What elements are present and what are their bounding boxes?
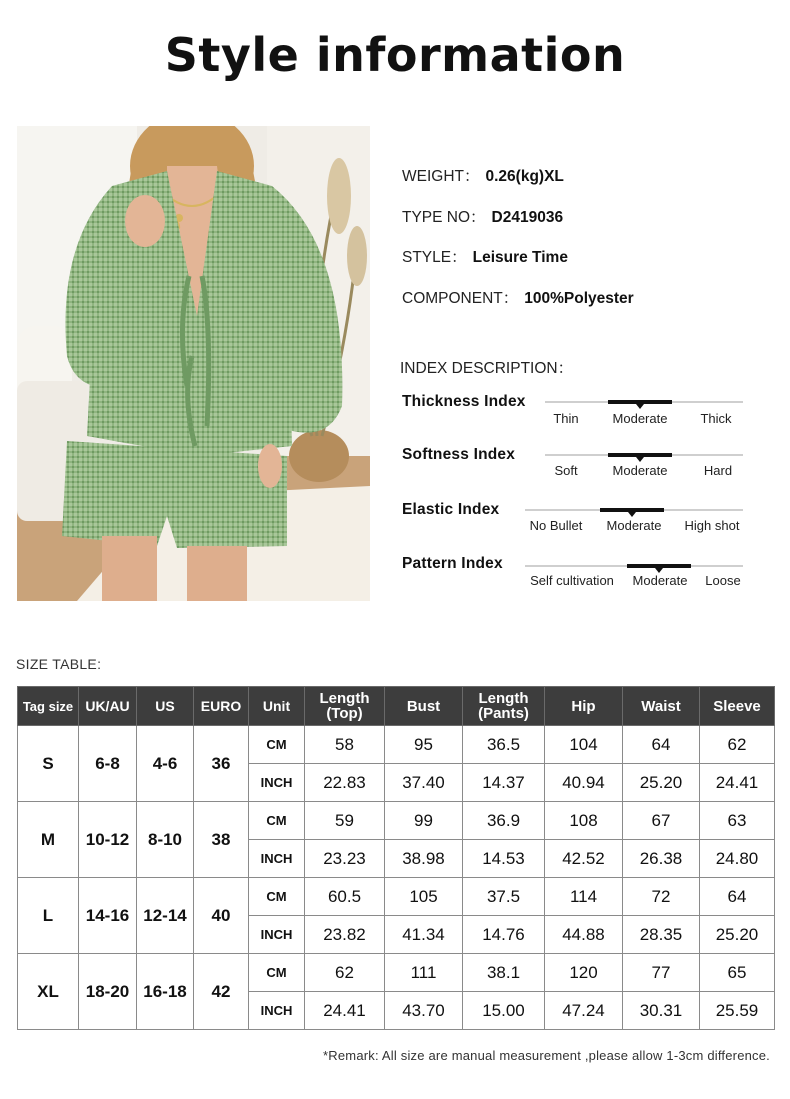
euro-cell: 42: [194, 954, 249, 1030]
weight-row: [402, 164, 564, 186]
type-value: D2419036: [491, 209, 564, 226]
weight-value: 0.26(kg)XL: [485, 168, 564, 185]
measurement-cell: 99: [385, 802, 463, 840]
measurement-cell: 26.38: [623, 840, 700, 878]
measurement-cell: 47.24: [545, 992, 623, 1030]
measurement-cell: 42.52: [545, 840, 623, 878]
header-uk-au: UK/AU: [79, 687, 137, 726]
uk-au-cell: 14-16: [79, 878, 137, 954]
component-label: COMPONENT：: [402, 290, 519, 307]
pattern-level-mid: Moderate: [632, 573, 688, 588]
page-title: Style information: [164, 28, 626, 82]
us-cell: 16-18: [137, 954, 194, 1030]
measurement-cell: 28.35: [623, 916, 700, 954]
weight-label: WEIGHT：: [402, 168, 480, 185]
uk-au-cell: 6-8: [79, 726, 137, 802]
measurement-cell: 62: [700, 726, 775, 764]
measurement-cell: 64: [623, 726, 700, 764]
measurement-cell: 24.41: [305, 992, 385, 1030]
measurement-cell: 24.41: [700, 764, 775, 802]
header-waist: Waist: [623, 687, 700, 726]
elastic-level-mid: Moderate: [606, 518, 662, 533]
measurement-cell: 62: [305, 954, 385, 992]
euro-cell: 40: [194, 878, 249, 954]
thickness-level-low: Thin: [553, 411, 579, 426]
measurement-cell: 77: [623, 954, 700, 992]
us-cell: 8-10: [137, 802, 194, 878]
softness-pointer-icon: [636, 457, 644, 462]
measurement-cell: 63: [700, 802, 775, 840]
measurement-cell: 120: [545, 954, 623, 992]
measurement-cell: 59: [305, 802, 385, 840]
measurement-cell: 23.82: [305, 916, 385, 954]
uk-au-cell: 10-12: [79, 802, 137, 878]
header-us: US: [137, 687, 194, 726]
measurement-cell: 37.40: [385, 764, 463, 802]
measurement-cell: 58: [305, 726, 385, 764]
measurement-cell: 36.5: [463, 726, 545, 764]
unit-cell: INCH: [249, 916, 305, 954]
measurement-cell: 24.80: [700, 840, 775, 878]
header-sleeve: Sleeve: [700, 687, 775, 726]
unit-cell: CM: [249, 878, 305, 916]
type-label: TYPE NO：: [402, 209, 486, 226]
us-cell: 12-14: [137, 878, 194, 954]
tag-size-cell: M: [18, 802, 79, 878]
measurement-cell: 14.37: [463, 764, 545, 802]
softness-level-mid: Moderate: [612, 463, 668, 478]
table-row: [18, 802, 775, 840]
remark-note: *Remark: All size are manual measurement ,please allow 1-3cm difference.: [323, 1048, 770, 1063]
header-unit: Unit: [249, 687, 305, 726]
thickness-index-label: Thickness Index: [402, 393, 526, 410]
softness-index-label: Softness Index: [402, 446, 516, 463]
unit-cell: INCH: [249, 992, 305, 1030]
unit-cell: CM: [249, 802, 305, 840]
component-value: 100%Polyester: [524, 290, 634, 307]
measurement-cell: 104: [545, 726, 623, 764]
measurement-cell: 44.88: [545, 916, 623, 954]
unit-cell: INCH: [249, 764, 305, 802]
tag-size-cell: XL: [18, 954, 79, 1030]
index-description-heading: INDEX DESCRIPTION：: [400, 360, 574, 377]
size-table: [17, 686, 775, 1030]
style-label: STYLE：: [402, 249, 467, 266]
header-euro: EURO: [194, 687, 249, 726]
measurement-cell: 25.20: [623, 764, 700, 802]
measurement-cell: 25.20: [700, 916, 775, 954]
measurement-cell: 67: [623, 802, 700, 840]
measurement-cell: 14.53: [463, 840, 545, 878]
header-length-pants: Length (Pants): [463, 687, 545, 726]
measurement-cell: 36.9: [463, 802, 545, 840]
unit-cell: INCH: [249, 840, 305, 878]
measurement-cell: 114: [545, 878, 623, 916]
type-row: [402, 205, 563, 227]
us-cell: 4-6: [137, 726, 194, 802]
table-row: [18, 878, 775, 916]
measurement-cell: 64: [700, 878, 775, 916]
style-value: Leisure Time: [472, 249, 568, 266]
component-row: [402, 286, 634, 308]
softness-level-high: Hard: [703, 463, 733, 478]
measurement-cell: 14.76: [463, 916, 545, 954]
product-photo: [17, 126, 370, 601]
elastic-level-high: High shot: [684, 518, 740, 533]
table-header-row: [18, 687, 775, 726]
pattern-level-high: Loose: [705, 573, 741, 588]
table-row: [18, 954, 775, 992]
measurement-cell: 38.98: [385, 840, 463, 878]
measurement-cell: 15.00: [463, 992, 545, 1030]
measurement-cell: 105: [385, 878, 463, 916]
measurement-cell: 60.5: [305, 878, 385, 916]
measurement-cell: 108: [545, 802, 623, 840]
tag-size-cell: S: [18, 726, 79, 802]
measurement-cell: 37.5: [463, 878, 545, 916]
euro-cell: 36: [194, 726, 249, 802]
elastic-pointer-icon: [628, 512, 636, 517]
thickness-pointer-icon: [636, 404, 644, 409]
measurement-cell: 40.94: [545, 764, 623, 802]
uk-au-cell: 18-20: [79, 954, 137, 1030]
elastic-level-low: No Bullet: [529, 518, 583, 533]
measurement-cell: 25.59: [700, 992, 775, 1030]
measurement-cell: 38.1: [463, 954, 545, 992]
measurement-cell: 23.23: [305, 840, 385, 878]
header-bust: Bust: [385, 687, 463, 726]
measurement-cell: 30.31: [623, 992, 700, 1030]
pattern-level-low: Self cultivation: [530, 573, 614, 588]
header-tag-size: Tag size: [18, 687, 79, 726]
unit-cell: CM: [249, 726, 305, 764]
measurement-cell: 41.34: [385, 916, 463, 954]
measurement-cell: 65: [700, 954, 775, 992]
measurement-cell: 43.70: [385, 992, 463, 1030]
thickness-level-mid: Moderate: [612, 411, 668, 426]
softness-level-low: Soft: [554, 463, 578, 478]
header-hip: Hip: [545, 687, 623, 726]
style-row: [402, 245, 568, 267]
unit-cell: CM: [249, 954, 305, 992]
euro-cell: 38: [194, 802, 249, 878]
measurement-cell: 22.83: [305, 764, 385, 802]
size-table-heading: SIZE TABLE:: [16, 656, 102, 672]
measurement-cell: 72: [623, 878, 700, 916]
table-row: [18, 726, 775, 764]
measurement-cell: 111: [385, 954, 463, 992]
measurement-cell: 95: [385, 726, 463, 764]
thickness-level-high: Thick: [700, 411, 732, 426]
pattern-index-label: Pattern Index: [402, 555, 503, 572]
elastic-index-label: Elastic Index: [402, 501, 500, 518]
tag-size-cell: L: [18, 878, 79, 954]
header-length-top: Length (Top): [305, 687, 385, 726]
